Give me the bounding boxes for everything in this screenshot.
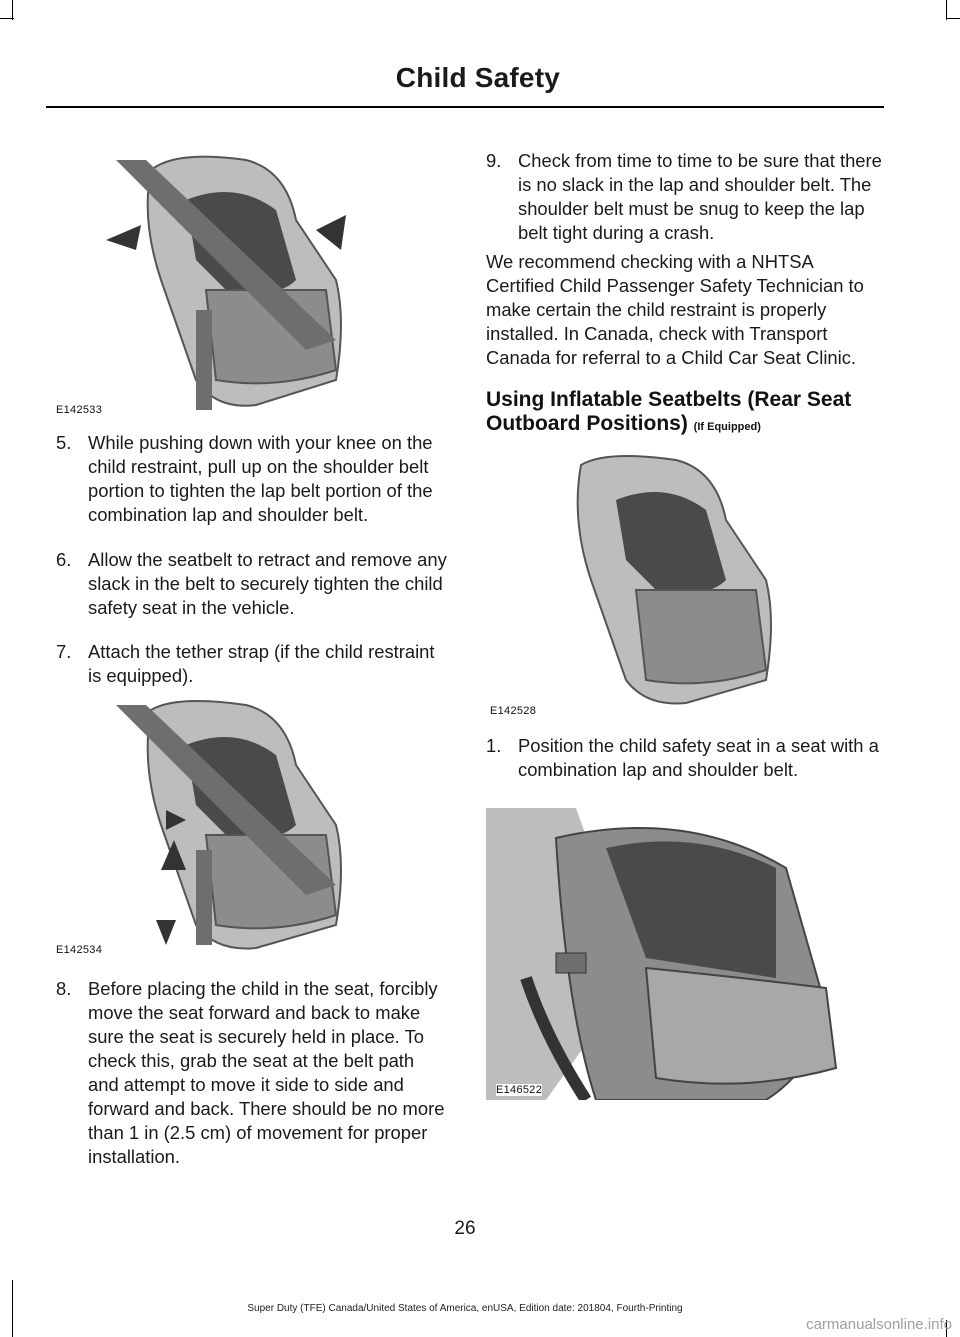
- step-text: While pushing down with your knee on the child restraint, pull up on the shoulder belt portion to tighten the lap belt portion of the combination lap and shoulder belt.: [88, 432, 433, 525]
- crop-mark: [0, 18, 14, 19]
- step-number: 7.: [56, 641, 72, 662]
- step-number: 8.: [56, 978, 72, 999]
- figure-id: E142534: [56, 944, 103, 956]
- section-heading-note: (If Equipped): [693, 421, 761, 433]
- section-heading-text: Using Inflatable Seatbelts (Rear Seat Outboard Positions): [486, 388, 852, 435]
- section-heading: [486, 388, 884, 439]
- figure-id: E142528: [490, 705, 537, 717]
- crop-mark: [946, 18, 960, 19]
- recommendation-paragraph: We recommend checking with a NHTSA Certified Child Passenger Safety Technician to make certain the child restraint is properly installed. In Canada, check with Transport Canada for referral to a Child Car Seat Clinic.: [486, 251, 864, 368]
- step-text: Attach the tether strap (if the child restraint is equipped).: [88, 641, 435, 686]
- step-number: 1.: [486, 735, 502, 756]
- step-number: 6.: [56, 549, 72, 570]
- page-number: 26: [454, 1218, 476, 1239]
- step-text: Position the child safety seat in a seat with a combination lap and shoulder belt.: [518, 735, 879, 780]
- step-number: 9.: [486, 150, 502, 171]
- child-seat-illustration: [46, 140, 446, 420]
- step-9: [486, 149, 884, 245]
- page-title: Child Safety: [395, 62, 560, 93]
- child-seat-illustration: [476, 445, 876, 720]
- step-text: Before placing the child in the seat, forcibly move the seat forward and back to make sure the seat is securely held in place. To check this, grab the seat at the belt path and attempt to move it side to side and forward and back. There should be no more than 1 in (2.5 cm) of movement for proper installation.: [88, 978, 445, 1167]
- header-rule: [46, 106, 884, 108]
- footer: Super Duty (TFE) Canada/United States of America, enUSA, Edition date: 201804, Fourth-Printing: [247, 1303, 683, 1314]
- figure-id: E142533: [56, 404, 103, 416]
- step-text: Check from time to time to be sure that there is no slack in the lap and shoulder belt. The shoulder belt must be snug to keep the lap belt tight during a crash.: [518, 150, 882, 243]
- child-seat-closeup-illustration: [486, 808, 884, 1100]
- step-5: [56, 431, 448, 527]
- figure-child-seat: [476, 445, 876, 720]
- figure-seat-belt-tighten: [46, 140, 446, 420]
- figure-tether-strap: [46, 690, 446, 960]
- watermark: carmanualsonline.info: [806, 1316, 952, 1333]
- step-1: [486, 734, 884, 782]
- figure-seat-closeup: [486, 808, 884, 1100]
- step-7: [56, 640, 448, 688]
- step-6: [56, 548, 448, 620]
- step-text: Allow the seatbelt to retract and remove any slack in the belt to securely tighten the child safety seat in the vehicle.: [88, 549, 447, 618]
- figure-id: E146522: [496, 1084, 543, 1096]
- step-number: 5.: [56, 432, 72, 453]
- crop-mark: [12, 0, 13, 20]
- child-seat-illustration: [46, 690, 446, 960]
- step-8: [56, 977, 448, 1169]
- crop-mark: [946, 0, 947, 20]
